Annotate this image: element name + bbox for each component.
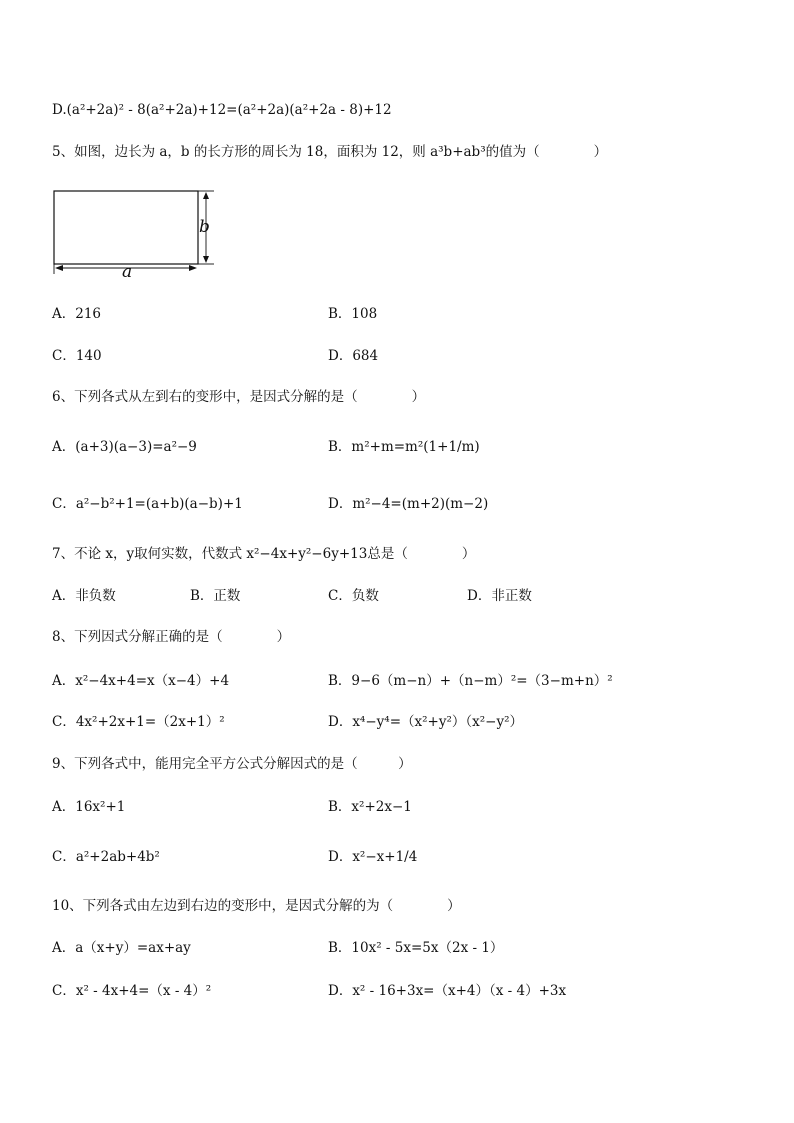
q6-option-b: B．m²+m=m²(1+1/m) <box>328 439 480 455</box>
q9-option-c: C．a²+2ab+4b² <box>52 849 160 865</box>
q6-option-a: A．(a+3)(a−3)=a²−9 <box>52 439 197 455</box>
q9-option-b: B．x²+2x−1 <box>328 799 412 815</box>
q10-option-b: B．10x² - 5x=5x（2x - 1） <box>328 940 504 956</box>
q5-option-d: D．684 <box>328 348 379 364</box>
rectangle-figure <box>48 186 218 278</box>
q8-option-b: B．9−6（m−n）+（n−m）²=（3−m+n）² <box>328 673 613 689</box>
q5-option-a: A．216 <box>52 306 102 322</box>
q10-option-a: A．a（x+y）=ax+ay <box>52 940 191 956</box>
question-7-stem: 7、不论 x，y取何实数，代数式 x²−4x+y²−6y+13总是（ ） <box>52 546 476 562</box>
q9-option-d: D．x²−x+1/4 <box>328 849 418 865</box>
q6-option-c: C．a²−b²+1=(a+b)(a−b)+1 <box>52 496 243 512</box>
q10-option-d: D．x² - 16+3x=（x+4）（x - 4）+3x <box>328 983 567 999</box>
q5-option-c: C．140 <box>52 348 102 364</box>
q6-option-d: D．m²−4=(m+2)(m−2) <box>328 496 489 512</box>
question-8-stem: 8、下列因式分解正确的是（ ） <box>52 629 291 645</box>
dimension-a-label: a <box>122 262 133 278</box>
question-9-stem: 9、下列各式中，能用完全平方公式分解因式的是（ ） <box>52 756 412 772</box>
q9-option-a: A．16x²+1 <box>52 799 126 815</box>
question-6-stem: 6、下列各式从左到右的变形中，是因式分解的是（ ） <box>52 389 426 405</box>
q8-option-c: C．4x²+2x+1=（2x+1）² <box>52 714 225 730</box>
q7-option-d: D．非正数 <box>467 588 532 604</box>
question-10-stem: 10、下列各式由左边到右边的变形中，是因式分解的为（ ） <box>52 898 461 914</box>
q7-option-c: C．负数 <box>328 588 379 604</box>
q10-option-c: C．x² - 4x+4=（x - 4）² <box>52 983 212 999</box>
option-d-prev-question: D.(a²+2a)² - 8(a²+2a)+12=(a²+2a)(a²+2a - 8)+12 <box>52 102 392 118</box>
question-5-stem: 5、如图，边长为 a，b 的长方形的周长为 18，面积为 12，则 a³b+ab³的值为（ ） <box>52 144 608 160</box>
dimension-b-label: b <box>199 217 210 237</box>
q5-option-b: B．108 <box>328 306 378 322</box>
q7-option-b: B．正数 <box>190 588 241 604</box>
q7-option-a: A．非负数 <box>52 588 116 604</box>
rectangle-shape <box>54 191 198 264</box>
q8-option-d: D．x⁴−y⁴=（x²+y²）（x²−y²） <box>328 714 524 730</box>
q8-option-a: A．x²−4x+4=x（x−4）+4 <box>52 673 230 689</box>
